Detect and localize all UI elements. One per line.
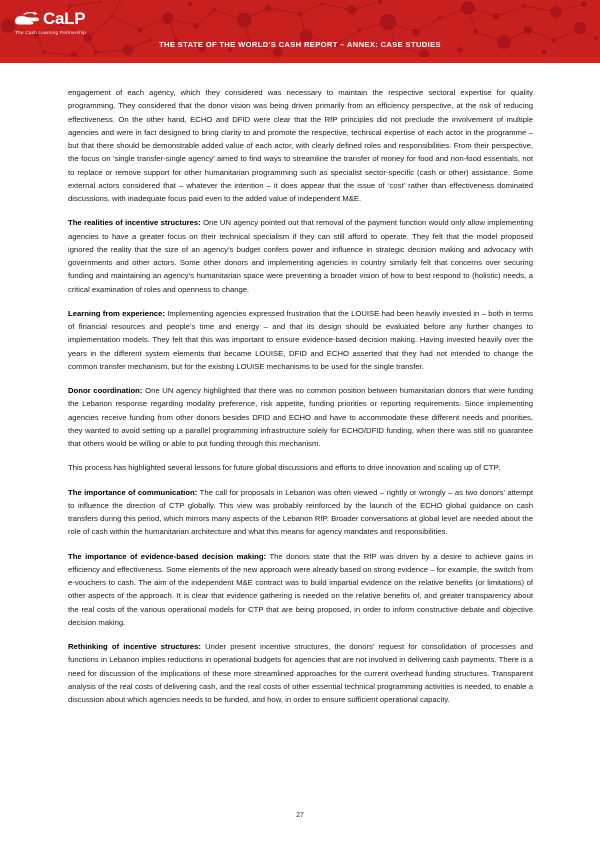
- hand-giving-icon: [14, 11, 40, 28]
- page-number: 27: [296, 812, 304, 819]
- paragraph-text: One UN agency highlighted that there was no common position between humanitarian donors that were funding the Lebanon response regarding modality preference, risk appetite, funding priorities or reporting requirements. Since implementing agencies receive funding from other donors besides DFID and ECHO and have to accommodate these different needs and priorities, they wanted to avoid setting up a parallel programming infrastructure solely for ECHO/DFID funding, when there was still no guarantee that others would be willing or able to put funding through this mechanism.: [68, 386, 533, 448]
- paragraph-learning-from-experience: [68, 307, 533, 373]
- paragraph-text: The call for proposals in Lebanon was often viewed – rightly or wrongly – as two donors’ attempt to influence the direction of CTP globally. This view was probably reinforced by the launch of the ECHO global guidance on cash transfers during this period, which mirrors many aspects of the Lebanon RfP. Broader conversations at global level are needed about the role of cash within the humanitarian architecture and what this means for agency mandates and responsibilities.: [68, 487, 534, 537]
- paragraph-rethinking-of-incentive-structures: [68, 640, 533, 706]
- paragraph-lead-in: Learning from experience:: [68, 308, 165, 318]
- paragraph-text: One UN agency pointed out that removal of the payment function would only allow implementing agencies to have a greater focus on their technical specialism if they can still afford to operate. They felt that the model proposed ignored the reality that the size of an agency’s budget confers power and influence in strategic decision making and advocacy with governments and other actors. Some other donors and implementing agencies in country similarly felt that concerns over securing funding and maintaining an agency’s humanitarian space were preventing a broader vision of how to best respond to (holistic) needs, a critical examination of roles and openness to change.: [68, 218, 533, 294]
- paragraph-lead-in: The importance of evidence-based decision making:: [68, 551, 267, 561]
- paragraph-realities-of-incentive-structures: [68, 216, 533, 296]
- page-header-banner: [0, 0, 600, 63]
- paragraph-lead-in: The realities of incentive structures:: [68, 218, 201, 228]
- document-body: [68, 86, 533, 706]
- calp-wordmark: CaLP: [43, 9, 86, 28]
- paragraph-importance-of-communication: [68, 486, 533, 539]
- paragraph-donor-coordination: [68, 384, 533, 450]
- paragraph-lessons-intro: [68, 461, 533, 474]
- banner-bottom-stripe: [0, 57, 600, 63]
- paragraph-lead-in: Rethinking of incentive structures:: [68, 642, 201, 651]
- paragraph-importance-of-evidence-based-decision-making: [68, 550, 533, 630]
- paragraph-lead-in: The importance of communication:: [68, 487, 198, 497]
- calp-logo[interactable]: [14, 9, 124, 43]
- calp-tagline: The Cash Learning Partnership: [15, 30, 87, 35]
- paragraph-text: The donors state that the RfP was driven by a desire to achieve gains in efficiency and effectiveness. Some elements of the new approach were already based on strong evidence – for example, the switch from e-vouchers to cash. The aim of the independent M&E contract was to build impartial evidence on the relative benefits (or limitations) of other aspects of the approach. It is clear that evidence gathering is needed on the relative benefits of, and greater transparency about the real costs of the various operational models for CTP that are being proposed, in order to inform constructive debate and objective decision making.: [68, 551, 533, 627]
- paragraph-text: Under present incentive structures, the donors’ request for consolidation of processes and functions in Lebanon implies reductions in operational budgets for agencies that are not involved in delivering cash payments. There is a need for discussion of the implications of these more streamlined approaches for the current overhead funding structures. Transparent analysis of the real costs of delivering cash, and the real costs of other essential technical programming activities is needed, to enable a discussion about which agencies needs to be funded, and how, in order to ensure sufficient operational capacity.: [68, 642, 533, 704]
- report-title: THE STATE OF THE WORLD'S CASH REPORT – ANNEX: CASE STUDIES: [159, 40, 441, 49]
- paragraph-lead-in: Donor coordination:: [68, 386, 143, 395]
- paragraph-text: This process has highlighted several lessons for future global discussions and efforts to drive innovation and scaling up of CTP:: [68, 463, 501, 473]
- paragraph-text: engagement of each agency, which they considered was necessary to maintain the respective sectoral expertise for quality programming. They considered that the donor vision was being driven primarily from an efficiency perspective, at the risk of reducing effectiveness. On the other hand, ECHO and DFID were clear that the RfP principles did not preclude the involvement of multiple agencies and were in fact designed to bring clarity to and promote the respective, technical expertise of each actor in the programme – but that there should be demonstrable added value of each actor, with clearly defined roles and responsibilities. From their perspective, the focus on ‘single transfer-single agency’ aimed to find ways to streamline the transfer of money for food and non-food essentials, not to replace or remove support for other humanitarian programming such as specialist sector-specific (cash or other) assistance. Some external actors considered that – whatever the intention – it does appear that the issue of ‘cost’ rather than effectiveness dominated discussions, with inadequate focus paid even to the added value of independent M&E.: [68, 88, 533, 203]
- paragraph-text: Implementing agencies expressed frustration that the LOUISE had been heavily invested in – both in terms of financial resources and people’s time and energy – and that its design should be evaluated before any further changes to implementation models. They felt that this was important to ensure evidence-based decision making. Having invested heavily over the years in the different system elements that became LOUISE, DFID and ECHO asserted that they had not intended to change the common transfer mechanism, but for the existing LOUISE mechanisms to be used for the single transfer.: [68, 308, 533, 371]
- paragraph-engagement: [68, 86, 533, 205]
